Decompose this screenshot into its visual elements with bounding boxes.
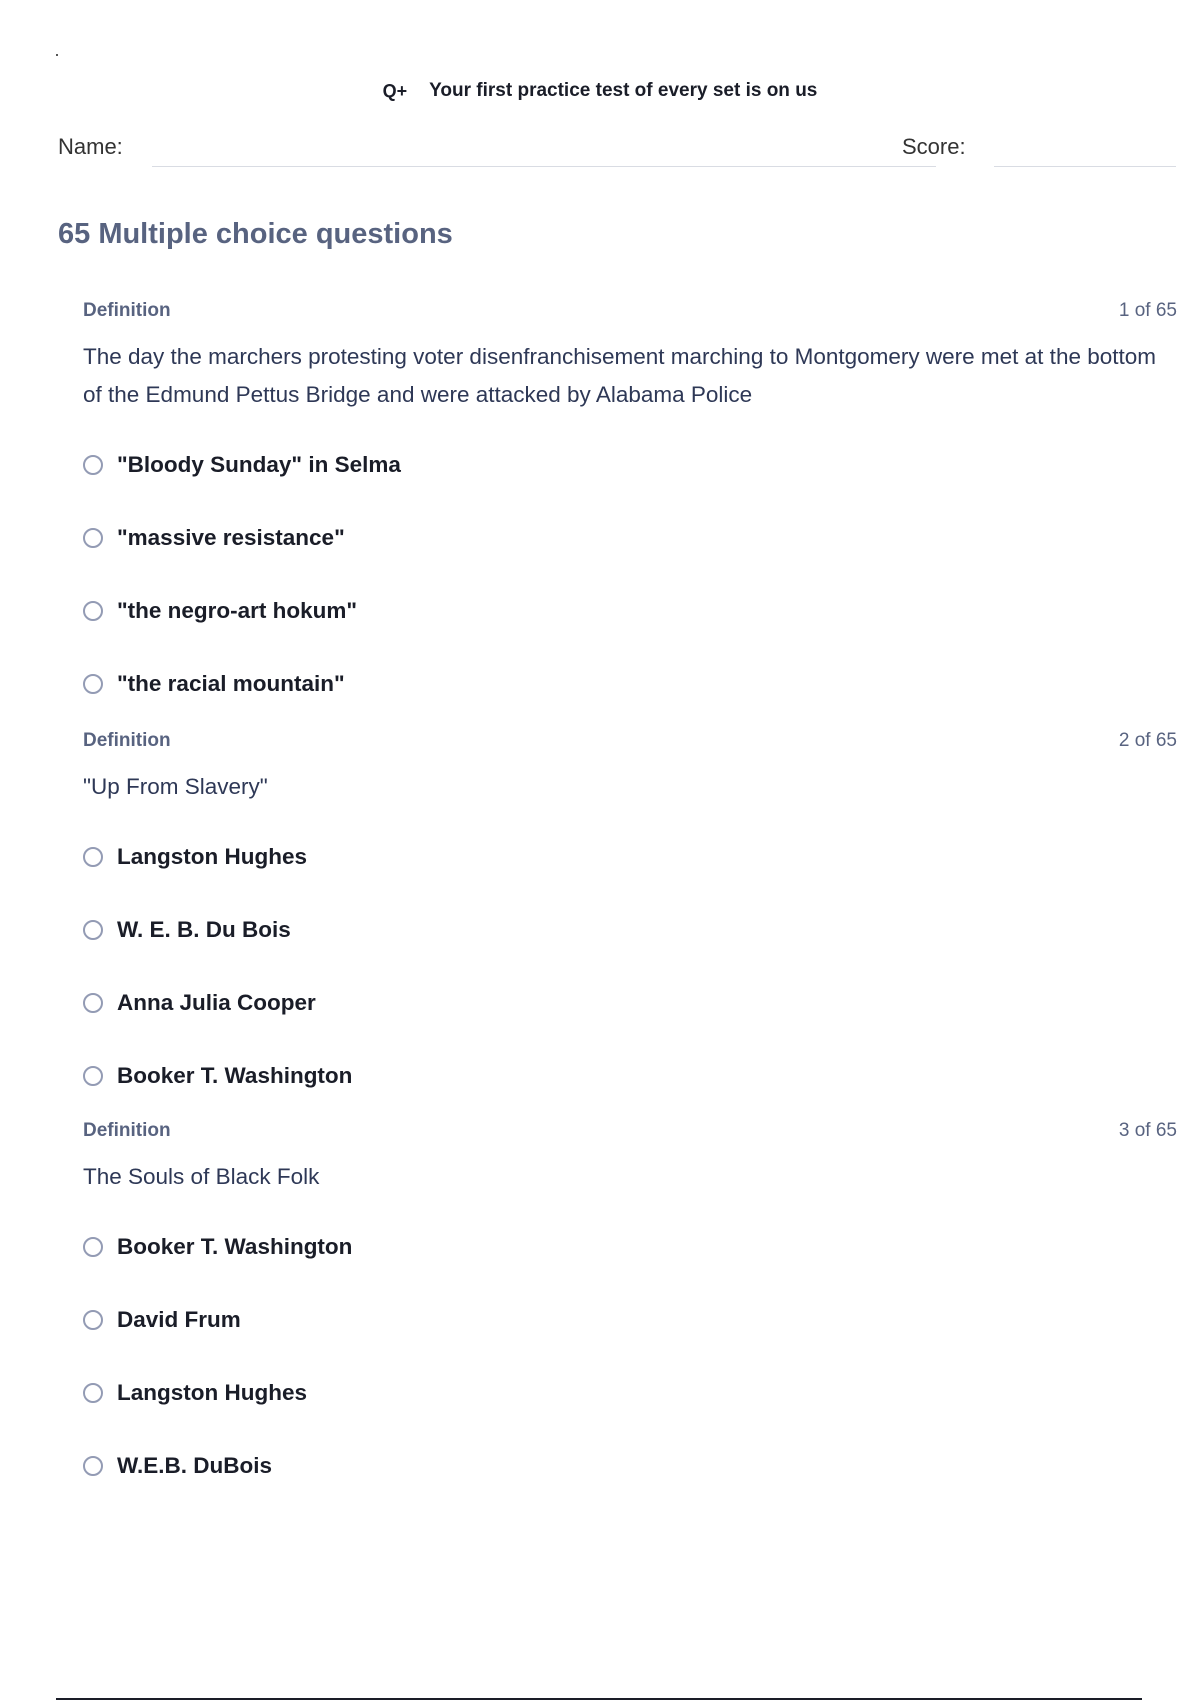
question-counter: 2 of 65	[1118, 730, 1177, 751]
radio-button-icon[interactable]	[83, 847, 103, 867]
question-prompt: "Up From Slavery"	[83, 774, 268, 799]
question-counter: 3 of 65	[1118, 1120, 1177, 1141]
radio-button-icon[interactable]	[83, 920, 103, 940]
radio-button-icon[interactable]	[83, 455, 103, 475]
question-3	[83, 1120, 1177, 1502]
answer-option-label: David Frum	[117, 1306, 241, 1332]
question-type-label: Definition	[83, 300, 171, 321]
question-type-label: Definition	[83, 730, 171, 751]
answer-option-label: "Bloody Sunday" in Selma	[117, 451, 401, 477]
question-prompt: The day the marchers protesting voter disenfranchisement marching to Montgomery were met at the bottom of the Edmund Pettus Bridge and were attacked by Alabama Police	[83, 344, 1157, 407]
radio-button-icon[interactable]	[83, 1237, 103, 1257]
quizlet-plus-icon: Q+	[382, 80, 408, 101]
answer-option-label: "the racial mountain"	[117, 670, 345, 696]
answer-option-label: Langston Hughes	[117, 1379, 307, 1405]
answer-option[interactable]	[83, 1283, 1177, 1356]
radio-button-icon[interactable]	[83, 1383, 103, 1403]
answer-option-label: W. E. B. Du Bois	[117, 916, 291, 942]
answer-options	[83, 428, 1177, 720]
answer-option[interactable]	[83, 1356, 1177, 1429]
question-1	[83, 300, 1177, 720]
promo-banner	[0, 80, 1200, 102]
answer-options	[83, 820, 1177, 1112]
answer-option[interactable]	[83, 820, 1177, 893]
answer-option-label: Booker T. Washington	[117, 1233, 353, 1259]
radio-button-icon[interactable]	[83, 528, 103, 548]
radio-button-icon[interactable]	[83, 1310, 103, 1330]
score-field[interactable]	[994, 166, 1176, 167]
answer-option[interactable]	[83, 647, 1177, 720]
name-score-row	[58, 132, 1176, 172]
answer-option-label: W.E.B. DuBois	[117, 1452, 273, 1478]
answer-option-label: Anna Julia Cooper	[117, 989, 316, 1015]
question-counter: 1 of 65	[1118, 300, 1177, 321]
radio-button-icon[interactable]	[83, 1066, 103, 1086]
answer-option-label: "the negro-art hokum"	[117, 597, 358, 623]
page-title: 65 Multiple choice questions	[58, 218, 453, 250]
radio-button-icon[interactable]	[83, 1456, 103, 1476]
promo-text: Your first practice test of every set is on us	[429, 80, 818, 101]
question-type-label: Definition	[83, 1120, 171, 1141]
radio-button-icon[interactable]	[83, 674, 103, 694]
answer-option[interactable]	[83, 574, 1177, 647]
answer-option[interactable]	[83, 1210, 1177, 1283]
answer-option-label: "massive resistance"	[117, 524, 345, 550]
question-prompt: The Souls of Black Folk	[83, 1164, 320, 1189]
question-2	[83, 730, 1177, 1112]
radio-button-icon[interactable]	[83, 993, 103, 1013]
stray-dot	[56, 54, 58, 56]
answer-options	[83, 1210, 1177, 1502]
answer-option[interactable]	[83, 428, 1177, 501]
name-label: Name:	[58, 134, 123, 159]
score-label: Score:	[902, 134, 966, 159]
answer-option[interactable]	[83, 1039, 1177, 1112]
answer-option[interactable]	[83, 893, 1177, 966]
answer-option-label: Booker T. Washington	[117, 1062, 353, 1088]
name-field[interactable]	[152, 166, 936, 167]
answer-option-label: Langston Hughes	[117, 843, 307, 869]
radio-button-icon[interactable]	[83, 601, 103, 621]
answer-option[interactable]	[83, 501, 1177, 574]
answer-option[interactable]	[83, 1429, 1177, 1502]
answer-option[interactable]	[83, 966, 1177, 1039]
